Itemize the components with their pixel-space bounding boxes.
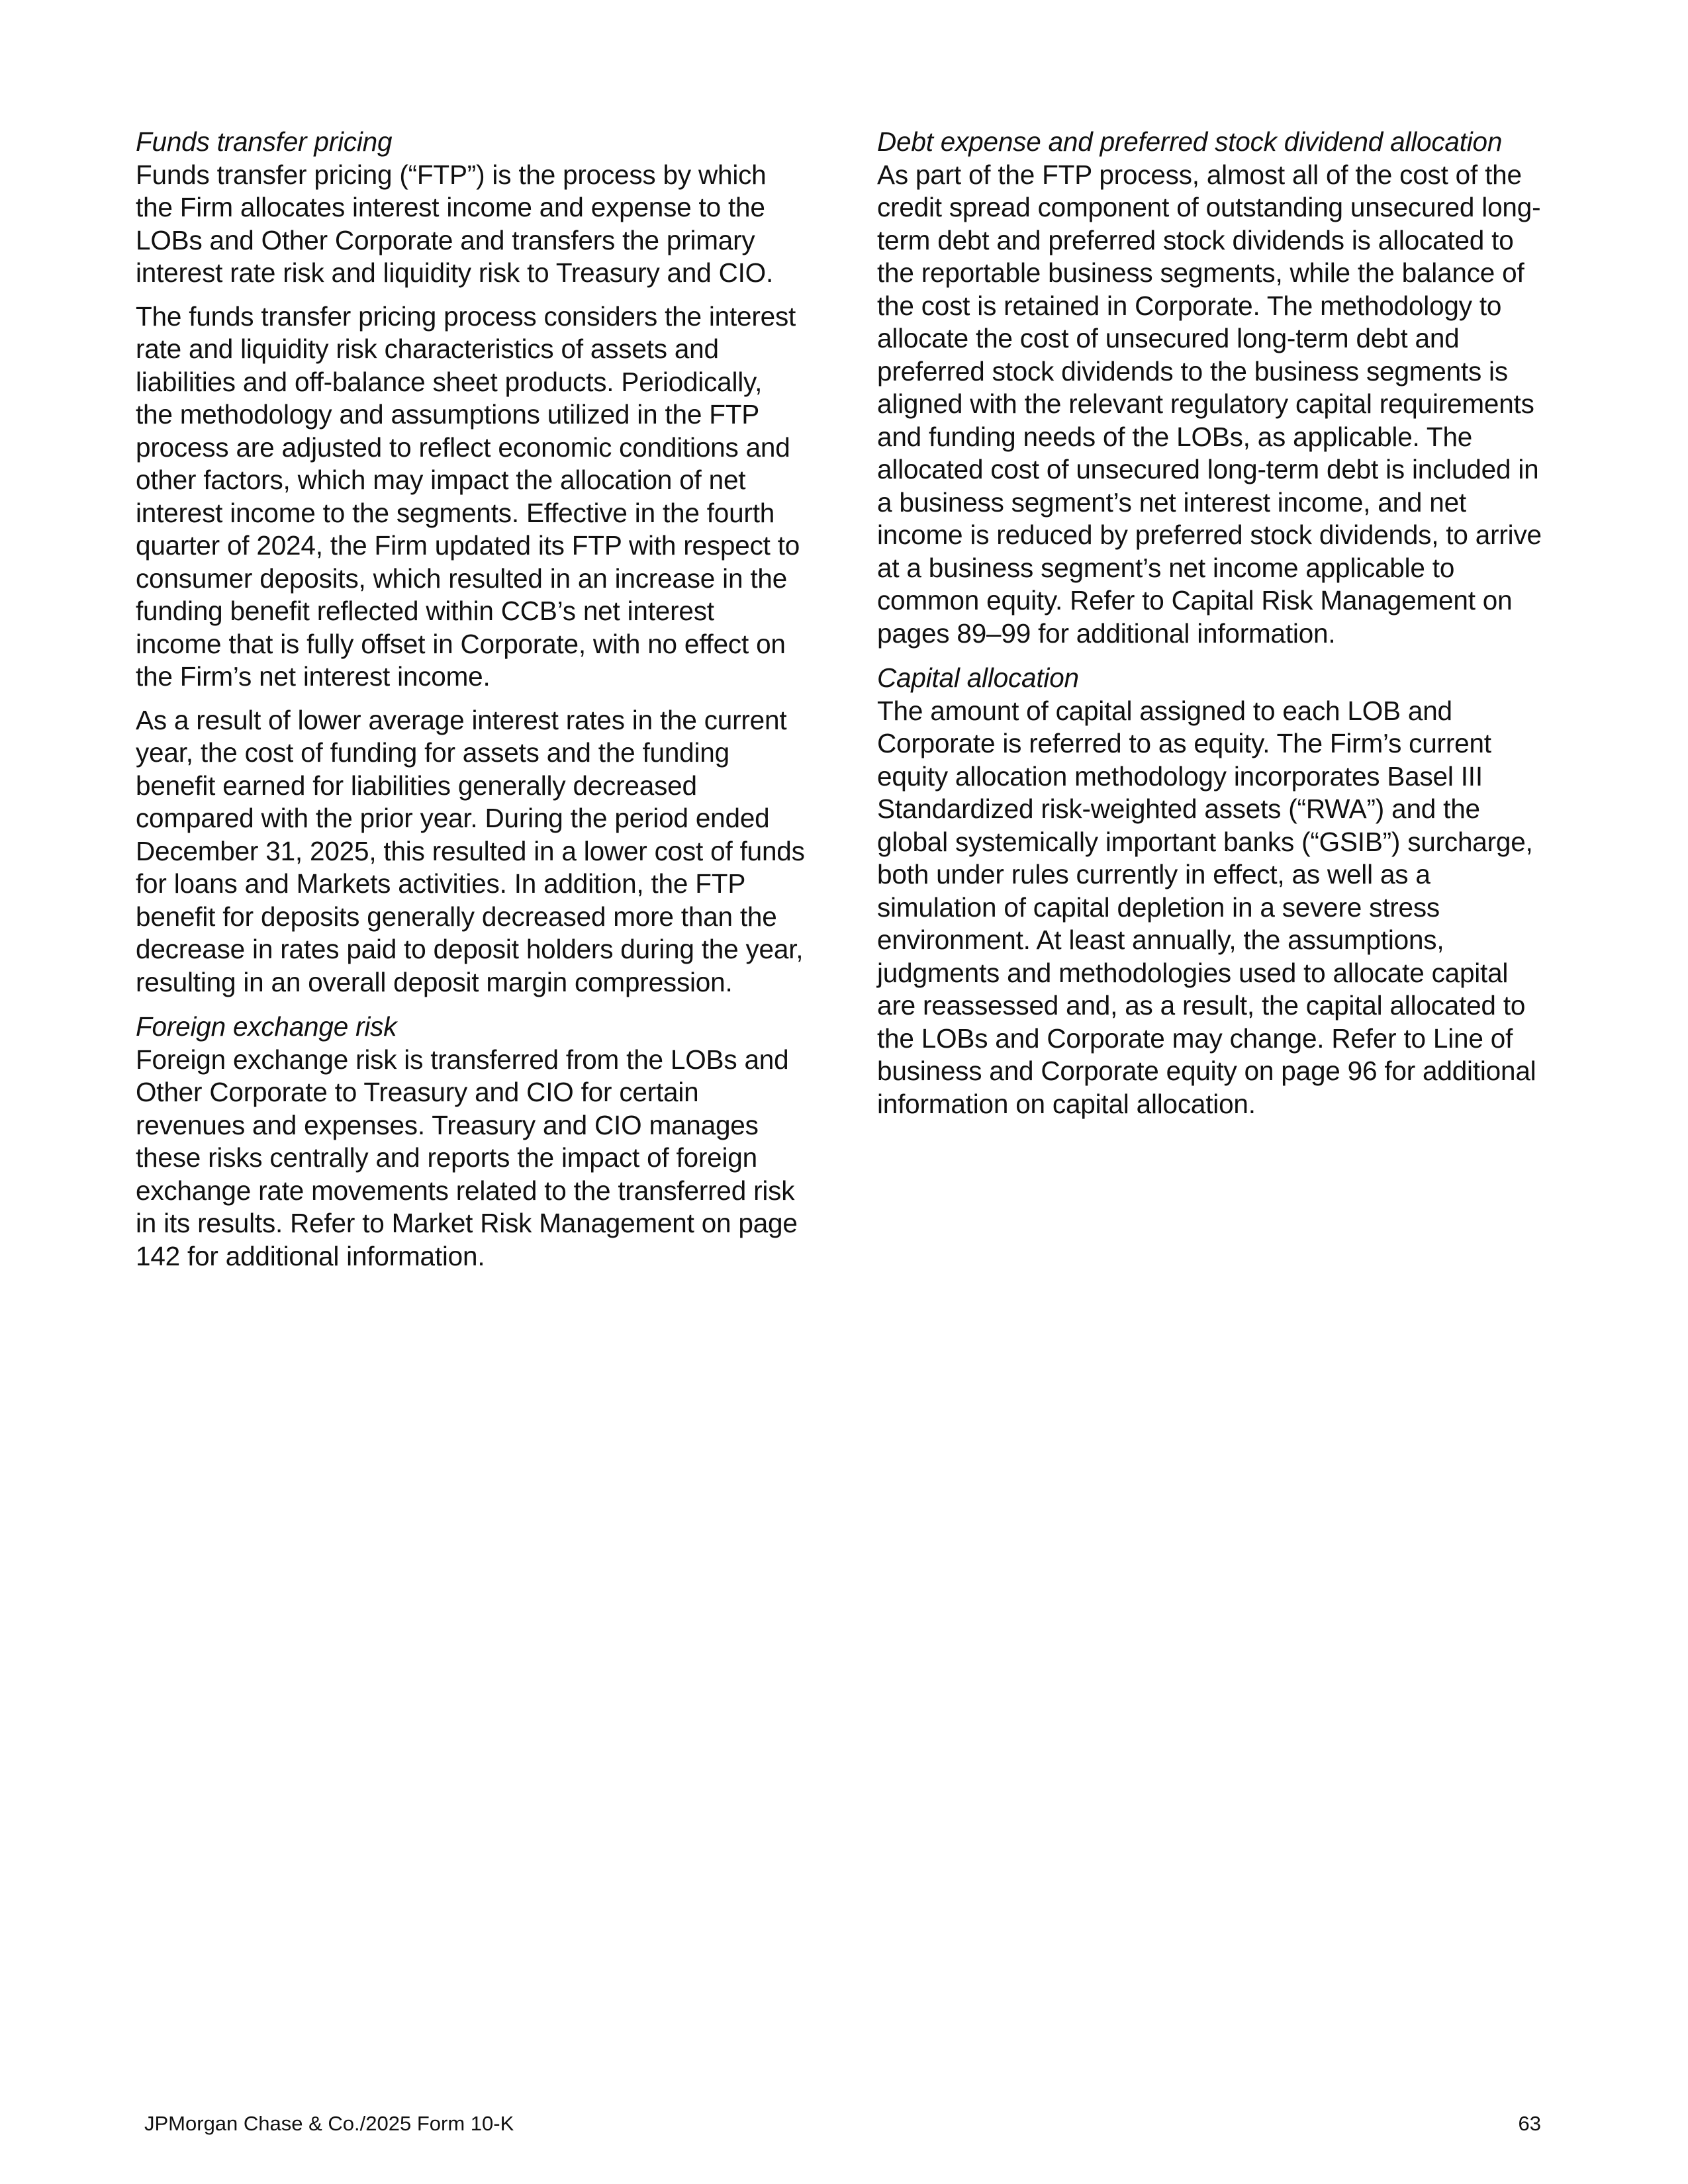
left-column <box>136 126 806 1285</box>
paragraph: Funds transfer pricing (“FTP”) is the process by which the Firm allocates interest income and expense to the LOBs and Other Corporate and transfers the primary interest rate risk and liquidity risk to Treasury and CIO. <box>136 159 774 288</box>
paragraph: As a result of lower average interest rates in the current year, the cost of funding for assets and the funding benefit earned for liabilities generally decreased compared with the prior year. During the period ended December 31, 2025, this resulted in a lower cost of funds for loans and Markets activities. In addition, the FTP benefit for deposits generally decreased more than the decrease in rates paid to deposit holders during the year, resulting in an overall deposit margin compression. <box>136 704 805 997</box>
footer-page-number: 63 <box>1518 2112 1541 2135</box>
right-column <box>877 126 1547 1132</box>
section-heading: Foreign exchange risk <box>136 1011 397 1042</box>
paragraph: As part of the FTP process, almost all of the cost of the credit spread component of outstanding unsecured long-term debt and preferred stock dividends is allocated to the reportable business segments, while the balance of the cost is retained in Corporate. The methodology to allocate the cost of unsecured long-term debt and preferred stock dividends to the business segments is aligned with the relevant regulatory capital requirements and funding needs of the LOBs, as applicable. The allocated cost of unsecured long-term debt is included in a business segment’s net interest income, and net income is reduced by preferred stock dividends, to arrive at a business segment’s net income applicable to common equity. Refer to Capital Risk Management on pages 89–99 for additional information. <box>877 159 1542 649</box>
paragraph: The funds transfer pricing process considers the interest rate and liquidity risk characteristics of assets and liabilities and off-balance sheet products. Periodically, the methodology and assumptions utilized in the FTP process are adjusted to reflect economic conditions and other factors, which may impact the allocation of net interest income to the segments. Effective in the fourth quarter of 2024, the Firm updated its FTP with respect to consumer deposits, which resulted in an increase in the funding benefit reflected within CCB’s net interest income that is fully offset in Corporate, with no effect on the Firm’s net interest income. <box>136 300 800 692</box>
section-debt-expense-allocation <box>877 126 1547 650</box>
section-funds-transfer-pricing <box>136 126 806 999</box>
section-heading: Capital allocation <box>877 662 1079 693</box>
section-foreign-exchange-risk <box>136 1011 806 1273</box>
paragraph: Foreign exchange risk is transferred from the LOBs and Other Corporate to Treasury and CIO for certain revenues and expenses. Treasury and CIO manages these risks centrally and reports the impact of foreign exchange rate movements related to the transferred risk in its results. Refer to Market Risk Management on page 142 for additional information. <box>136 1044 798 1271</box>
section-heading: Funds transfer pricing <box>136 126 393 157</box>
footer-document-title: JPMorgan Chase & Co./2025 Form 10-K <box>144 2112 514 2135</box>
section-heading: Debt expense and preferred stock dividend allocation <box>877 126 1503 157</box>
section-capital-allocation <box>877 662 1547 1120</box>
paragraph: The amount of capital assigned to each LOB and Corporate is referred to as equity. The Firm’s current equity allocation methodology incorporates Basel III Standardized risk-weighted assets (“RWA”) and the global systemically important banks (“GSIB”) surcharge, both under rules currently in effect, as well as a simulation of capital depletion in a severe stress environment. At least annually, the assumptions, judgments and methodologies used to allocate capital are reassessed and, as a result, the capital allocated to the LOBs and Corporate may change. Refer to Line of business and Corporate equity on page 96 for additional information on capital allocation. <box>877 695 1536 1119</box>
